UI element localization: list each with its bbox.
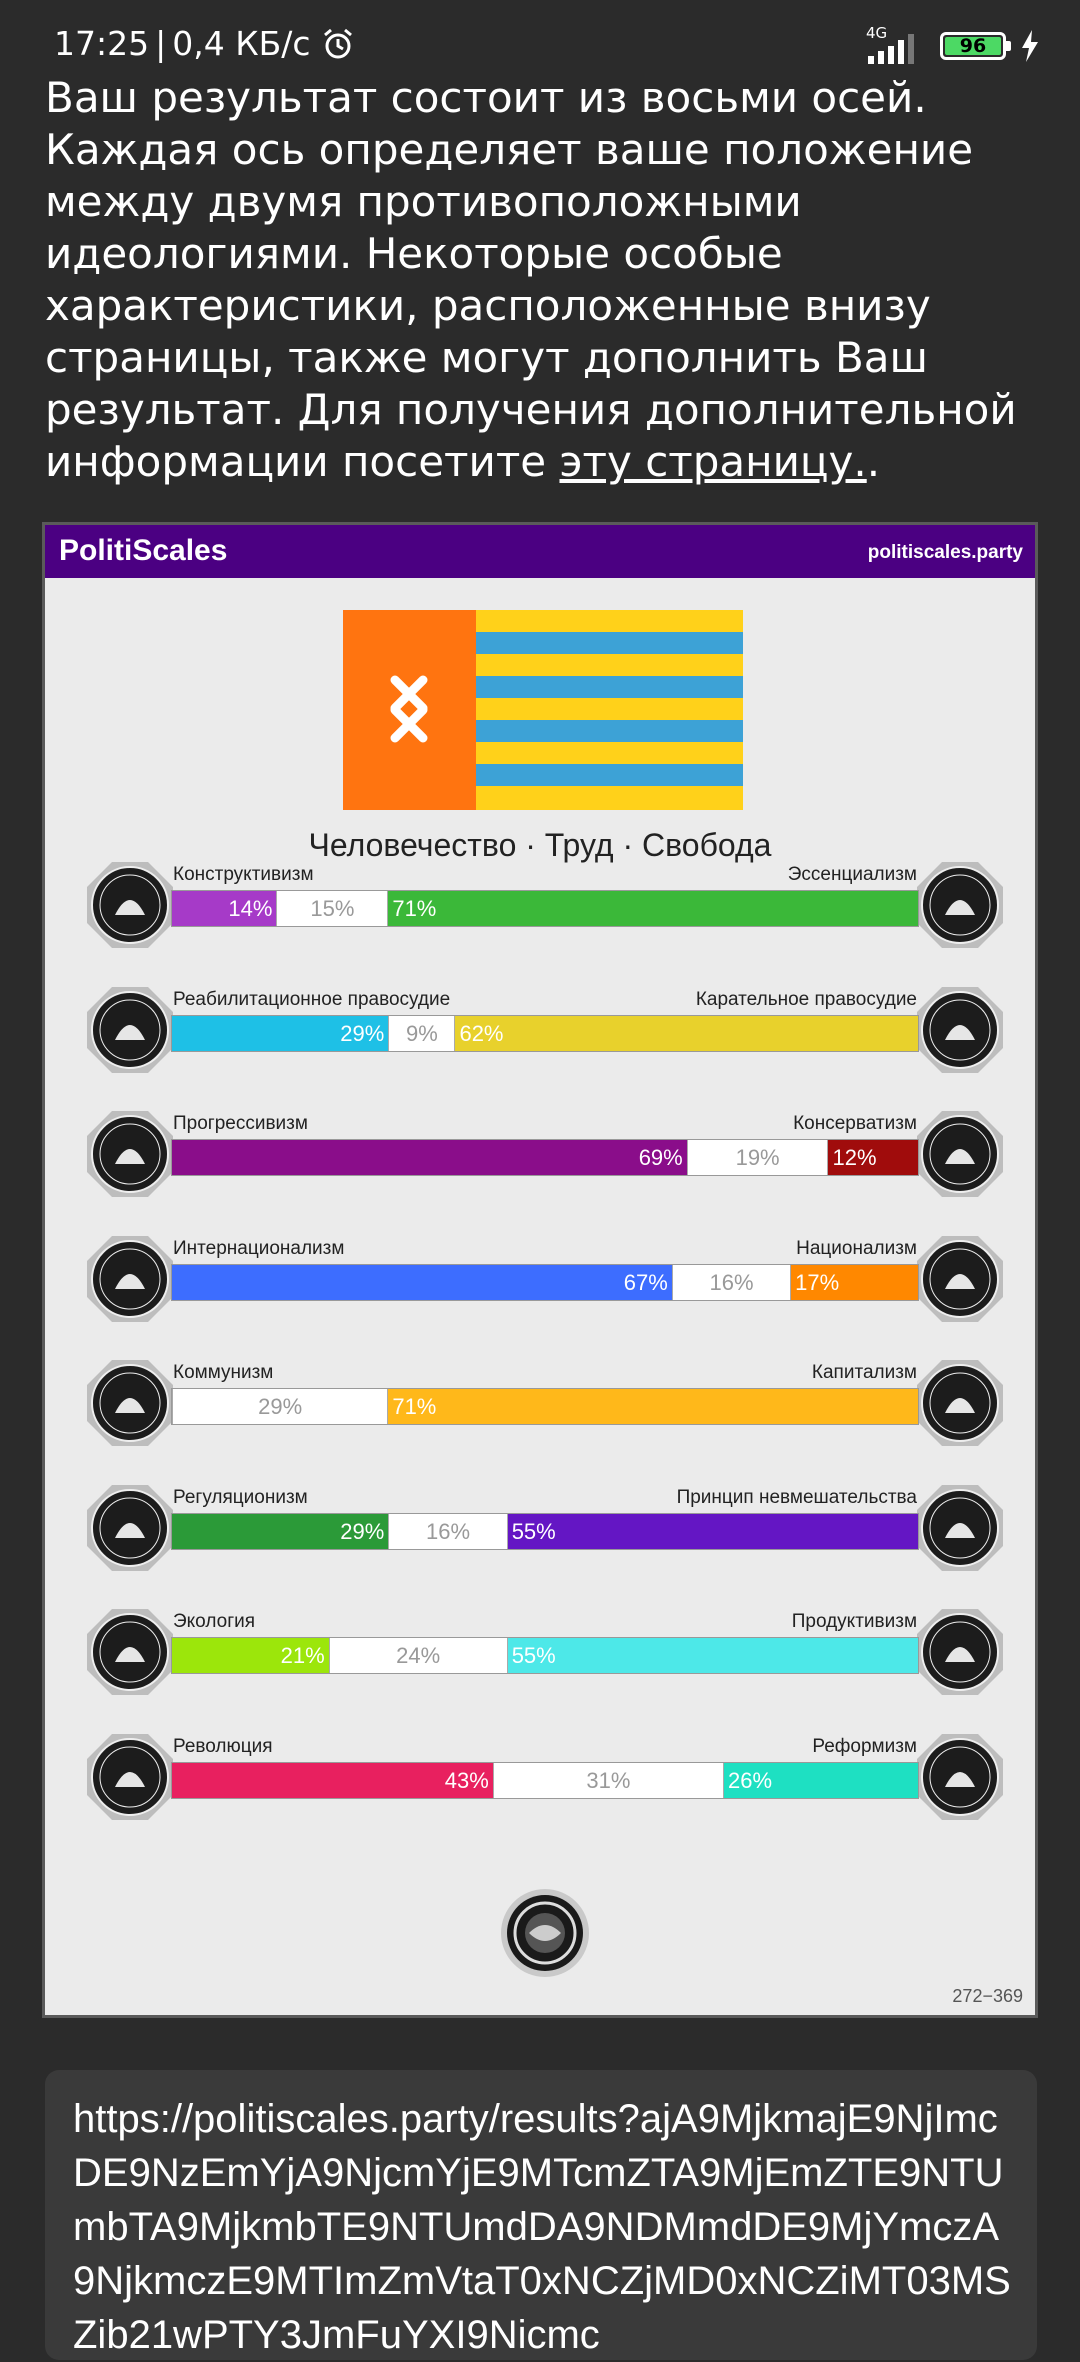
- axis-bar: [171, 890, 919, 927]
- prison-bars-icon: [915, 985, 1005, 1075]
- globe-icon: [85, 1234, 175, 1324]
- axis-left-segment: 21%: [172, 1638, 329, 1673]
- axis-row: [85, 1358, 1005, 1458]
- axis-right-label: Национализм: [796, 1237, 917, 1259]
- axis-right-segment: 55%: [508, 1514, 918, 1549]
- progressivism-icon: [85, 1109, 175, 1199]
- revolution-icon: [85, 1732, 175, 1822]
- axis-right-label: Консерватизм: [793, 1113, 917, 1134]
- butterfly-icon: [915, 1483, 1005, 1573]
- axis-left-label: Конструктивизм: [173, 864, 314, 885]
- axis-row: [85, 1109, 1005, 1209]
- status-left: 17:25 | 0,4 КБ/с: [54, 24, 355, 63]
- status-time: 17:25: [54, 24, 150, 63]
- status-bar: [0, 0, 1080, 80]
- axis-neutral-segment: 24%: [329, 1638, 508, 1673]
- axis-neutral-segment: 15%: [276, 891, 388, 926]
- axis-right-label: Эссенциализм: [787, 864, 917, 885]
- regulation-icon: [85, 1483, 175, 1573]
- axis-right-label: Реформизм: [812, 1735, 917, 1757]
- result-card: [42, 522, 1038, 2018]
- axis-row: [85, 1607, 1005, 1707]
- axis-left-segment: 29%: [172, 1514, 388, 1549]
- axis-bar: [171, 1388, 919, 1425]
- axis-left-segment: 14%: [172, 891, 276, 926]
- card-site: politiscales.party: [867, 542, 1023, 563]
- axis-left-label: Регуляционизм: [173, 1486, 308, 1508]
- axis-left-label: Коммунизм: [173, 1362, 274, 1383]
- axis-right-segment: 71%: [388, 1389, 918, 1424]
- axis-bar: [171, 1513, 919, 1550]
- axis-row: [85, 985, 1005, 1085]
- flag-icon: [915, 1234, 1005, 1324]
- axis-left-label: Интернационализм: [173, 1237, 345, 1259]
- axis-right-label: Продуктивизм: [791, 1611, 917, 1632]
- axis-left-label: Революция: [173, 1735, 273, 1757]
- axis-neutral-segment: 19%: [687, 1140, 829, 1175]
- axis-right-segment: 71%: [388, 891, 918, 926]
- axis-left-segment: 67%: [172, 1265, 672, 1300]
- result-url-box[interactable]: [45, 2070, 1037, 2360]
- axis-left-segment: 69%: [172, 1140, 687, 1175]
- card-header: [45, 525, 1035, 578]
- axis-neutral-segment: 31%: [493, 1763, 724, 1798]
- axis-row: [85, 1483, 1005, 1583]
- axis-left-segment: 29%: [172, 1016, 388, 1051]
- hammer-sickle-icon: [85, 1358, 175, 1448]
- money-bag-icon: [915, 1358, 1005, 1448]
- axis-left-label: Прогрессивизм: [173, 1113, 308, 1134]
- axis-row: [85, 1732, 1005, 1832]
- axis-neutral-segment: 16%: [388, 1514, 507, 1549]
- axis-neutral-segment: 16%: [672, 1265, 791, 1300]
- intro-text: Ваш результат состоит из восьми осей. Каждая ось определяет ваше положение между двумя противоположными идеологиями. Некоторые особые характеристики, расположенные внизу страницы, также могут дополнить Ваш результат. Для получения дополнительной информации посетите эту страницу..: [45, 73, 1017, 486]
- axis-bar: [171, 1139, 919, 1176]
- axis-neutral-segment: 9%: [388, 1016, 455, 1051]
- conservatism-icon: [915, 1109, 1005, 1199]
- result-url[interactable]: https://politiscales.party/results?ajA9MjkmajE9NjImcDE9NzEmYjA9NjcmYjE9MTcmZTA9MjEmZTE9NTUmbTA9MjkmbTE9NTUmdDA9NDMmdDE9MjYmczA9NjkmczE9MTImZmVtaT0xNCZjMD0xNCZiMT03MSZib21wPTY3JmFuYXI9Nicmc: [73, 2097, 1011, 2357]
- handshake-icon: [85, 985, 175, 1075]
- axis-bar: [171, 1264, 919, 1301]
- axis-right-segment: 55%: [508, 1638, 918, 1673]
- axis-right-segment: 26%: [724, 1763, 918, 1798]
- axis-right-segment: 17%: [791, 1265, 918, 1300]
- battery-icon: 96: [940, 32, 1006, 60]
- result-flag: [343, 610, 743, 810]
- result-motto: Человечество · Труд · Свобода: [308, 827, 772, 863]
- axis-right-segment: 12%: [828, 1140, 918, 1175]
- card-title: PolitiScales: [59, 534, 228, 567]
- signal-icon: 4G: [864, 26, 926, 66]
- status-speed: 0,4 КБ/с: [172, 24, 311, 63]
- status-right: [864, 26, 1040, 66]
- axis-right-label: Карательное правосудие: [695, 988, 917, 1010]
- card-footer: 272−369: [952, 1986, 1023, 2006]
- axis-neutral-segment: 29%: [172, 1389, 388, 1424]
- alarm-icon: [321, 27, 355, 61]
- axis-right-segment: 62%: [455, 1016, 918, 1051]
- info-page-link[interactable]: эту страницу.: [559, 437, 867, 486]
- axis-left-segment: 43%: [172, 1763, 493, 1798]
- reformism-icon: [915, 1732, 1005, 1822]
- axis-row: [85, 860, 1005, 960]
- essentialism-icon: [915, 860, 1005, 950]
- axis-left-label: Реабилитационное правосудие: [173, 988, 451, 1010]
- axis-row: [85, 1234, 1005, 1334]
- axis-right-label: Капитализм: [811, 1362, 917, 1383]
- axis-right-label: Принцип невмешательства: [676, 1486, 917, 1508]
- axis-bar: [171, 1637, 919, 1674]
- axis-left-label: Экология: [173, 1611, 256, 1632]
- ecology-icon: [85, 1607, 175, 1697]
- bottom-badge-icon: [499, 1887, 591, 1979]
- charging-icon: [1020, 30, 1040, 62]
- axis-bar: [171, 1015, 919, 1052]
- productivism-icon: [915, 1607, 1005, 1697]
- axis-bar: [171, 1762, 919, 1799]
- constructivism-icon: [85, 860, 175, 950]
